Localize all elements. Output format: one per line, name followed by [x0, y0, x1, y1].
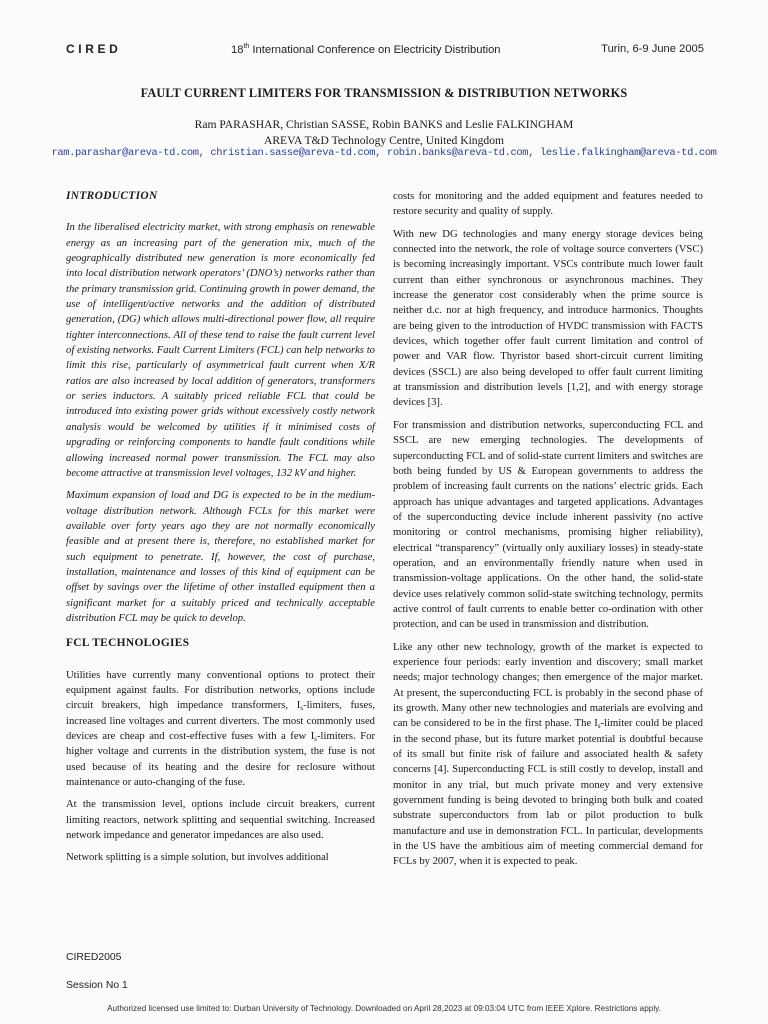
paragraph: At the transmission level, options include circuit breakers, current limiting reactors, network splitting and sequential switching. Increased network impedance and generator impedances are also used. [66, 799, 375, 842]
paper-title: FAULT CURRENT LIMITERS FOR TRANSMISSION & DISTRIBUTION NETWORKS [140, 86, 628, 100]
author-names: Ram PARASHAR, Christian SASSE, Robin BANKS and Leslie FALKINGHAM [194, 118, 574, 131]
paragraph: In the liberalised electricity market, with strong emphasis on renewable energy as an increasing part of the generation mix, much of the geographically distributed new generation is more economically fed into local distribution network operators’ (DNO’s) networks rather than the primary transmission grid. Continuing growth in power demand, the use of intelligent/active networks and the addition of distributed generation, (DG) which allows multi-directional power flow, all require tighter interconnections. All of these tend to raise the fault current level of existing networks. Fault Current Limiters (FCL) can help networks to limit this rise, particularly of asymmetrical fault current when X/R ratios are also increased by local addition of generators, transformers or series inductors. A suitably priced reliable FCL that could be introduced into existing power grids without excessively costly network analysis would be welcomed by utilities if it minimised costs of upgrading or reinforcing components to handle fault conditions while allowing increased normal power transmission. The FCL may also become attractive at transmission level voltages, 132 kV and higher. [66, 222, 375, 479]
paragraph: For transmission and distribution networks, superconducting FCL and SSCL are new emerging technologies. The developments of superconducting FCL and of solid-state current limiters and switches are both being funded by US & European governments to address the problem of increasing fault currents on the nations’ electric grids. Each approach has unique advantages and targeted applications. Advantages of the superconducting device include inherent passivity (no active monitoring or control mechanisms, promising higher reliability), electrical “transparency” (virtually only auxiliary losses) in steady-state operation, and an environmentally friendly nature when used in transmission-voltage applications. On the other hand, the solid-state device uses relatively common solid-state switching technology, permits active control of fault currents to enable better co-ordination with other protection, and can be used in transmission and distribution. [393, 419, 703, 631]
footer-session: Session No 1 [66, 980, 128, 991]
conference-ordinal: 18 [231, 44, 244, 56]
paragraph: Network splitting is a simple solution, but involves additional [66, 852, 329, 864]
left-column [66, 189, 375, 873]
paragraph: costs for monitoring and the added equipment and features needed to restore security and quality of supply. [393, 191, 703, 218]
conference-label [231, 43, 501, 56]
conference-name: International Conference on Electricity Distribution [252, 44, 501, 56]
paragraph: Maximum expansion of load and DG is expected to be in the medium-voltage distribution network. Although FCLs for this market were available over forty years ago they are not normally economically feasible and at present there is, therefore, no established market for such equipment to penetrate. If, however, the cost of purchase, installation, maintenance and losses of this kind of equipment can be offset by savings over the lifetime of other installed equipment then a significant market for a suitably priced and technically acceptable distribution FCL may be quick to develop. [66, 490, 375, 624]
text-run: Utilities have currently many conventional options to protect their equipment against faults. For distribution networks, options include circuit breakers, high impedance transformers, I [66, 669, 375, 712]
author-block [0, 117, 768, 148]
right-column [393, 189, 703, 877]
paragraph [393, 640, 703, 870]
section-heading-introduction: INTRODUCTION [66, 190, 158, 202]
text-run: Like any other new technology, growth of the market is expected to experience four periods: early invention and discovery; small market needs; major technology changes; then emergence of the major market. At present, the superconducting FCL is probably in the second phase of its growth. Many other new technologies and materials are evolving and can be considered to be in the first phase. The I [393, 641, 703, 730]
venue-label: Turin, 6-9 June 2005 [601, 43, 704, 55]
subscript: s [300, 704, 304, 713]
text-run: -limiter could be placed in the second phase, but its future market potential is doubtful because of its small but finite risk of failure and associated health & safety concerns [4]. Superconducting FCL is still costly to develop, install and monitor in any trial, but much private money and very extensive government funding is being devoted to bringing both bulk and coated substrate superconductors from lab or pilot production to bulk manufacture and use in demonstration FCL. In particular, developments in the US have the ambitious aim of meeting commercial demand for FCLs by 2007, when it is expected to peak. [393, 718, 703, 868]
license-notice: Authorized licensed use limited to: Durban University of Technology. Downloaded on April 28,2023 at 09:03:04 UTC from IEEE Xplore. Restrictions apply. [107, 1004, 661, 1013]
section-heading-fcl-technologies: FCL TECHNOLOGIES [66, 637, 190, 650]
subscript: s [314, 735, 318, 743]
page-header [66, 42, 704, 58]
text-run: -limiters. For higher voltage and currents in the distribution system, the fuse is not used because of its heating and the desire for reclosure without maintenance or auto-changing of the fuse. [66, 731, 376, 789]
affiliation: AREVA T&D Technology Centre, United Kingdom [263, 133, 505, 147]
paragraph [66, 668, 375, 791]
paragraph: With new DG technologies and many energy storage devices being connected into the network, the role of voltage source converters (VSC) is becoming increasingly important. VSCs contribute much lower fault current than either synchronous or asynchronous machines. They increase the generator cost considerably when the prime source is neither d.c. nor at high frequency, and introduce harmonics. Thoughts are being given to the introduction of HVDC transmission with FACTS devices, which together offer fault current limitation and control of power and VAR flow. Thyristor based short-circuit current limiting devices (SSCL) are also being developed to offer fault current limiting at transmission and distribution levels [1,2], and with energy storage devices [3]. [393, 228, 703, 409]
org-label: CIRED [66, 42, 122, 56]
subscript: s [597, 722, 601, 731]
conference-ordinal-suffix: th [243, 43, 250, 50]
text-run: -limiters, fuses, increased line voltages and current diverters. The most commonly used devices are cheap and cost-effective fuses with a few I [66, 700, 375, 742]
author-emails[interactable]: ram.parashar@areva-td.com, christian.sasse@areva-td.com, robin.banks@areva-td.com, leslie.falkingham@areva-td.com [51, 147, 717, 159]
footer-doc-id: CIRED2005 [66, 952, 122, 963]
